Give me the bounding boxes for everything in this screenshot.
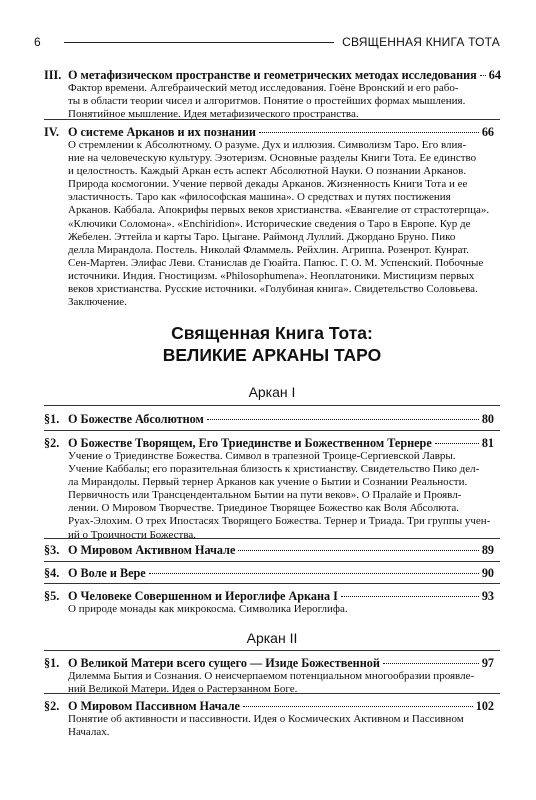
toc-entry[interactable]	[44, 566, 494, 580]
entry-number: §4.	[44, 566, 60, 580]
entry-separator	[44, 538, 500, 539]
dot-leader	[243, 706, 473, 707]
header-rule	[64, 42, 334, 43]
description-line: Первичность или Трансцендентальном Бытии на пути веков». О Пралайе и Проявл-	[68, 489, 462, 502]
entry-separator	[44, 119, 500, 120]
description-line: и целостность. Каждый Аркан есть аспект Абсолютной Науки. О познании Арканов.	[68, 165, 467, 178]
entry-page: 80	[481, 412, 494, 426]
description-line: «Ключики Соломона». «Enchiridion». Исторические сведения о Таро в Европе. Кур де	[68, 217, 471, 230]
entry-number: §1.	[44, 412, 60, 426]
entry-title: О Мировом Активном Начале	[68, 543, 236, 557]
description-line: ние на человеческую культуру. Эзотеризм. Основные разделы Книги Тота. Ее единство	[68, 152, 477, 165]
entry-title: О системе Арканов и их познании	[68, 125, 256, 139]
description-line: ний Великой Матери. Идея о Растерзанном Боге.	[68, 683, 298, 696]
book-title-line-2: ВЕЛИКИЕ АРКАНЫ ТАРО	[162, 345, 382, 365]
entry-description	[68, 82, 494, 121]
toc-entry-section-3[interactable]	[44, 68, 501, 121]
description-line: Заключение.	[68, 296, 127, 309]
entry-page: 93	[481, 589, 494, 603]
description-line: Учение Каббалы; его поразительная близость к христианству. Свидетельство Пико дел-	[68, 463, 480, 476]
entry-description	[68, 450, 494, 542]
toc-entry[interactable]	[44, 699, 494, 739]
dot-leader	[435, 443, 479, 444]
entry-number: §2.	[44, 699, 60, 713]
arcan-heading: Аркан II	[246, 630, 298, 646]
entry-number: IV.	[44, 125, 60, 139]
entry-description	[68, 139, 494, 309]
description-line: лении. О Мировом Творчестве. Триединое Творящее Божество как Воля Абсолюта.	[68, 502, 460, 515]
description-line: ла Мирандолы. Первый тернер Арканов как учение о Бытии и Сознании Реальности.	[68, 476, 468, 489]
description-line: веков христианства. Русские источники. «Голубиная книга». Свидетельство Соловьева.	[68, 283, 478, 296]
entry-description	[68, 603, 494, 616]
description-line: источники. Индия. Гностицизм. «Philosophumena». Неоплатоники. Мистицизм первых	[68, 269, 475, 282]
toc-entry[interactable]	[44, 412, 494, 426]
entry-separator	[44, 430, 500, 431]
running-title: СВЯЩЕННАЯ КНИГА ТОТА	[342, 35, 500, 49]
dot-leader	[238, 550, 478, 551]
description-line: Понятие об активности и пассивности. Идея о Космических Активном и Пассивном	[68, 713, 464, 725]
description-line: О природе монады как микрокосма. Символика Иероглифа.	[68, 603, 348, 615]
entry-page: 97	[481, 656, 494, 670]
entry-page: 102	[475, 699, 494, 713]
description-line: Арканов. Каббала. Апокрифы первых веков христианства. «Евангелие от страстотерпца».	[68, 204, 490, 217]
description-line: Природа космогонии. Учение первой декады Арканов. Жизненность Книги Тота и ее	[68, 178, 468, 191]
entry-title: О метафизическом пространстве и геометрических методах исследования	[68, 68, 477, 82]
entry-page: 89	[481, 543, 494, 557]
description-line: эластичность. Таро как «философская машина». О средствах и путях постижения	[68, 191, 451, 204]
description-line: ий о Троичности Божества.	[68, 528, 197, 541]
entry-separator	[44, 561, 500, 562]
description-line: Жебелен. Эттейла и карты Таро. Цыгане. Раймонд Луллий. Джордано Бруно. Пико	[68, 230, 456, 243]
description-line: Дилемма Бытия и Сознания. О неисчерпаемом потенциальном многообразии проявле-	[68, 670, 475, 682]
description-line: Понятийное мышление. Идея метафизического пространства.	[68, 108, 359, 121]
toc-entry[interactable]	[44, 656, 494, 696]
dot-leader	[149, 573, 479, 574]
entry-title: О Воле и Вере	[68, 566, 146, 580]
entry-page: 81	[481, 436, 494, 450]
entry-separator	[44, 583, 500, 584]
entry-number: §5.	[44, 589, 60, 603]
toc-entry[interactable]	[44, 543, 494, 557]
entry-description	[68, 713, 494, 739]
entry-separator	[44, 405, 500, 406]
description-line: Фактор времени. Алгебраический метод исследования. Гоёне Вронский и его рабо-	[68, 82, 459, 94]
entry-title: О Божестве Творящем, Его Триединстве и Божественном Тернере	[68, 436, 432, 450]
description-line: Руах-Элохим. О трех Ипостасях Творящего Божества. Тернер и Триада. Три группы учен-	[68, 515, 491, 528]
dot-leader	[259, 132, 479, 133]
entry-number: §1.	[44, 656, 60, 670]
entry-title: О Мировом Пассивном Начале	[68, 699, 240, 713]
description-line: делла Мирандола. Постель. Николай Фламмель. Рейхлин. Агриппа. Розенрот. Кунрат.	[68, 243, 469, 256]
arcan-heading: Аркан I	[248, 384, 296, 400]
entry-page: 64	[488, 68, 501, 82]
entry-separator	[44, 650, 500, 651]
entry-number: III.	[44, 68, 62, 82]
entry-separator	[44, 693, 500, 694]
description-line: О стремлении к Абсолютному. О разуме. Дух и иллюзия. Символизм Таро. Его влия-	[68, 139, 467, 151]
running-header	[34, 34, 500, 50]
description-line: Учение о Триединстве Божества. Символ в трапезной Троице-Сергиевской Лавры.	[68, 450, 456, 462]
toc-entry[interactable]	[44, 436, 494, 542]
description-line: Началах.	[68, 726, 110, 739]
entry-number: §2.	[44, 436, 60, 450]
entry-title: О Божестве Абсолютном	[68, 412, 204, 426]
description-line: Сен-Мартен. Элифас Леви. Станислав де Гюайта. Папюс. Г. О. М. Успенский. Побочные	[68, 256, 484, 269]
entry-page: 90	[481, 566, 494, 580]
toc-entry-section-4[interactable]	[44, 125, 494, 309]
description-line: ты в области теории чисел и алгоритмов. Понятие о простейших формах мышления.	[68, 95, 466, 108]
dot-leader	[383, 663, 479, 664]
dot-leader	[341, 596, 479, 597]
dot-leader	[207, 419, 479, 420]
toc-entry[interactable]	[44, 589, 494, 616]
book-title-line-1: Священная Книга Тота:	[171, 323, 373, 343]
dot-leader	[480, 75, 486, 76]
entry-title: О Человеке Совершенном и Иероглифе Аркана I	[68, 589, 338, 603]
entry-page: 66	[481, 125, 494, 139]
entry-number: §3.	[44, 543, 60, 557]
entry-title: О Великой Матери всего сущего — Изиде Божественной	[68, 656, 380, 670]
page-number: 6	[34, 35, 41, 49]
